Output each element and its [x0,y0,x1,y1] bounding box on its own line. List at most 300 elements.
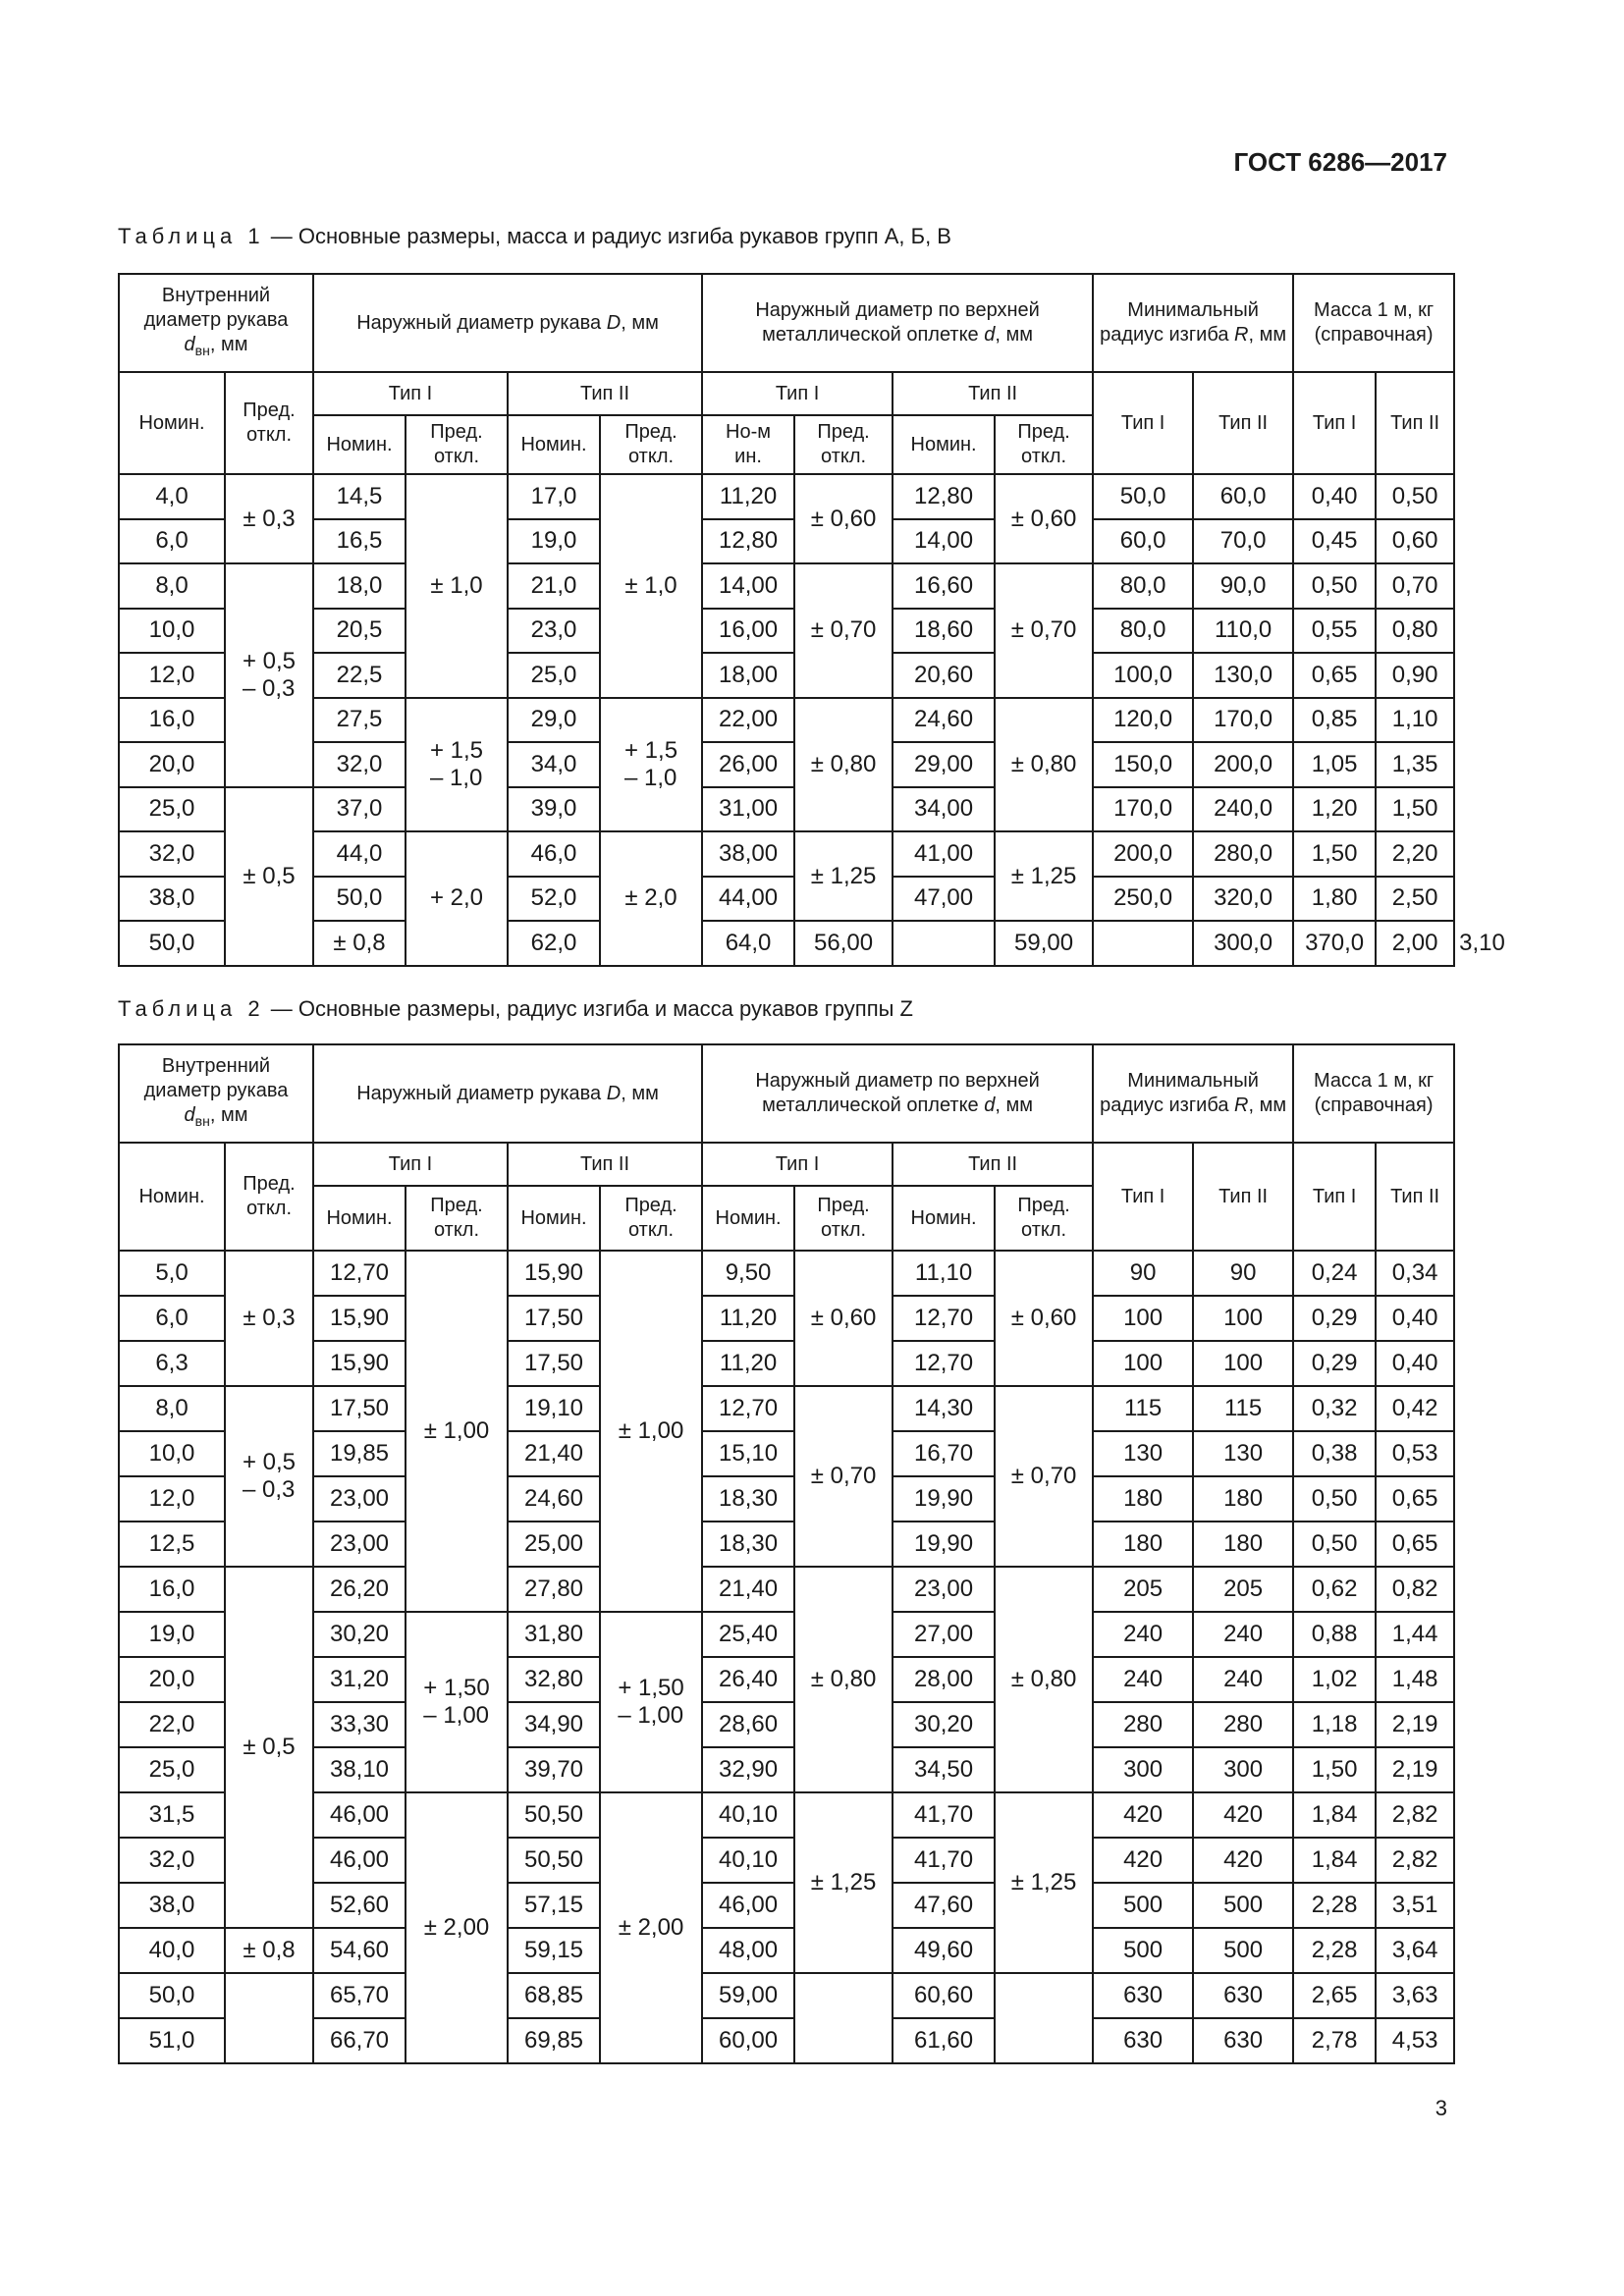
table-cell: 1,10 [1376,698,1454,743]
table-cell: 12,0 [119,1476,225,1522]
braid-diameter-unit: , мм [995,324,1033,346]
mass-type1-header [1293,372,1376,474]
table-cell: 41,00 [893,831,995,877]
table-cell: 100,0 [1093,653,1193,698]
table-cell: 6,0 [119,1296,225,1341]
min-radius-label: Минимальный радиус изгиба [1100,1070,1259,1116]
table-cell: 2,00 [1376,921,1454,966]
table-cell: 46,0 [508,831,600,877]
outer-type1-label: Тип I [388,1152,433,1175]
table-cell: 69,85 [508,2018,600,2063]
table-cell: 0,38 [1293,1431,1376,1476]
tolerance-value: ± 0,60 [1010,505,1077,532]
table-cell: 25,0 [119,787,225,832]
mass-type2-header [1376,1143,1454,1251]
min-radius-unit: , мм [1248,324,1287,346]
table-cell: 0,24 [1293,1251,1376,1296]
outer-diameter-unit: , мм [621,311,659,334]
table-cell: 24,60 [508,1476,600,1522]
outer-type2-header [508,372,702,415]
table-cell: 630 [1193,2018,1293,2063]
table-cell: 62,0 [508,921,600,966]
outer-type1-deviation-header [406,1186,508,1251]
braid-diameter-header [702,274,1093,372]
table-cell: 0,34 [1376,1251,1454,1296]
table-cell: 68,85 [508,1973,600,2018]
tolerance-value: + 1,50 – 1,00 [423,1675,490,1729]
outer-diameter-symbol: D [606,1082,622,1104]
table-cell: 5,0 [119,1251,225,1296]
tolerance-cell [1093,921,1193,966]
tolerance-value: ± 0,60 [810,1305,877,1331]
outer-diameter-label: Наружный диаметр рукава [356,311,607,334]
table-cell: 40,10 [702,1792,794,1838]
table-cell: 420 [1193,1792,1293,1838]
table-cell: 24,60 [893,698,995,743]
table-cell: 19,0 [508,519,600,564]
tolerance-value: + 0,5 – 0,3 [242,1449,297,1503]
table-cell: 25,40 [702,1612,794,1657]
tolerance-cell [406,1612,508,1792]
table-cell: 1,48 [1376,1657,1454,1702]
outer-type2-deviation-label: Пред. откл. [624,421,677,467]
table-cell: 15,10 [702,1431,794,1476]
table-cell: 50,0 [313,877,406,922]
table-cell: 12,80 [702,519,794,564]
table-cell: 500 [1093,1928,1193,1973]
table-cell: 40,10 [702,1838,794,1883]
table2 [118,1043,1455,2064]
min-radius-symbol: R [1234,324,1249,346]
table-cell: 38,10 [313,1747,406,1792]
table-cell: 1,50 [1376,787,1454,832]
table-row [119,1838,1454,1883]
outer-type1-deviation-label: Пред. откл. [430,421,483,467]
table-cell: 12,80 [893,474,995,519]
table-cell: 54,60 [313,1928,406,1973]
tolerance-value: ± 2,00 [618,1914,684,1941]
table-cell: 49,60 [893,1928,995,1973]
table-cell: 31,80 [508,1612,600,1657]
table-cell: 1,18 [1293,1702,1376,1747]
table-cell: 1,84 [1293,1792,1376,1838]
table-cell: 47,60 [893,1883,995,1928]
table-cell: 320,0 [1193,877,1293,922]
table-cell: 46,00 [702,1883,794,1928]
table-row [119,742,1454,787]
table-cell: 41,70 [893,1838,995,1883]
table-cell: 100 [1093,1296,1193,1341]
tolerance-cell [995,1567,1093,1792]
braid-type2-label: Тип II [968,382,1018,404]
table-cell: 90,0 [1193,563,1293,609]
table-cell: 2,65 [1293,1973,1376,2018]
table-row [119,1702,1454,1747]
inner-diameter-label: Внутренний диаметр рукава [143,1054,289,1101]
table-row [119,1612,1454,1657]
tolerance-value: ± 0,8 [333,929,386,956]
table-cell: 20,60 [893,653,995,698]
table-cell: 30,20 [893,1702,995,1747]
table-cell: 6,0 [119,519,225,564]
tolerance-value: ± 0,80 [810,750,877,777]
table-cell: 18,30 [702,1522,794,1567]
tolerance-cell [794,698,893,832]
table-row [119,1747,1454,1792]
tolerance-cell [406,831,508,966]
table-cell: 0,32 [1293,1386,1376,1431]
table-cell: 37,0 [313,787,406,832]
tolerance-cell [225,474,313,563]
table-cell: 240 [1093,1657,1193,1702]
table-cell: 48,00 [702,1928,794,1973]
inner-diameter-symbol: d [184,1103,195,1126]
braid-type1-nominal-label: Но-мин. [726,421,772,467]
braid-type2-deviation-label: Пред. откл. [1017,421,1070,467]
tolerance-value: ± 1,25 [1010,1869,1077,1896]
table-cell: 32,0 [119,1838,225,1883]
table-cell: 20,5 [313,609,406,654]
table-cell: 180 [1093,1522,1193,1567]
braid-type1-nominal-header [702,415,794,474]
table-cell: 0,65 [1293,653,1376,698]
table-cell: 40,0 [119,1928,225,1973]
inner-diameter-symbol: d [184,333,195,355]
table-cell: 38,0 [119,877,225,922]
table-cell: 12,70 [893,1296,995,1341]
table-cell: 4,0 [119,474,225,519]
outer-type2-deviation-label: Пред. откл. [624,1195,677,1241]
table-cell: 21,40 [702,1567,794,1612]
table-cell: 8,0 [119,1386,225,1431]
braid-type2-nominal-label: Номин. [910,1206,977,1229]
table-cell: 18,30 [702,1476,794,1522]
table-cell: 12,70 [313,1251,406,1296]
table-cell: 57,15 [508,1883,600,1928]
table-cell: 0,90 [1376,653,1454,698]
table-cell: 1,02 [1293,1657,1376,1702]
table-cell: 130,0 [1193,653,1293,698]
tolerance-cell [995,563,1093,698]
table-cell: 1,50 [1293,831,1376,877]
table-cell: 280 [1093,1702,1193,1747]
table-cell: 0,62 [1293,1567,1376,1612]
header-nominal [119,372,225,474]
braid-type2-header [893,1143,1093,1186]
table-cell: 27,00 [893,1612,995,1657]
radius-type1-label: Тип I [1120,411,1165,434]
table-cell: 44,00 [702,877,794,922]
table-cell: 240 [1193,1612,1293,1657]
table-cell: 240 [1193,1657,1293,1702]
tolerance-cell [995,698,1093,832]
table-cell: 630 [1093,1973,1193,2018]
table-cell: 32,90 [702,1747,794,1792]
table-cell: 61,60 [893,2018,995,2063]
tolerance-value: ± 0,8 [243,1937,296,1963]
table-row [119,1973,1454,2018]
table-cell: 34,50 [893,1747,995,1792]
table-cell: 23,00 [313,1476,406,1522]
tolerance-value: ± 0,80 [810,1666,877,1692]
mass-label: Масса 1 м, кг (справочная) [1313,299,1435,346]
table-cell: 280 [1193,1702,1293,1747]
table-cell: 16,0 [119,698,225,743]
tolerance-cell [995,831,1093,921]
table-cell: 130 [1193,1431,1293,1476]
table-row [119,1567,1454,1612]
tolerance-cell [225,1386,313,1567]
outer-type1-nominal-label: Номин. [326,1206,393,1229]
tolerance-value: + 0,5 – 0,3 [242,647,297,702]
table-cell: 3,51 [1376,1883,1454,1928]
table-cell: 2,50 [1376,877,1454,922]
tolerance-value: ± 1,00 [423,1417,490,1444]
table-cell: 100 [1193,1296,1293,1341]
outer-type1-label: Тип I [388,382,433,404]
braid-diameter-label: Наружный диаметр по верхней металлической оплетке [755,1070,1040,1116]
table-cell: 240 [1093,1612,1193,1657]
table-cell: 29,0 [508,698,600,743]
table-cell: 11,10 [893,1251,995,1296]
mass-type2-label: Тип II [1390,1185,1440,1207]
table-cell: 16,00 [702,609,794,654]
table-cell: 21,40 [508,1431,600,1476]
table-cell: 0,55 [1293,609,1376,654]
mass-type1-header [1293,1143,1376,1251]
radius-type2-label: Тип II [1218,411,1269,434]
table-cell: 16,0 [119,1567,225,1612]
braid-type2-nominal-header [893,415,995,474]
table-row [119,1386,1454,1431]
outer-type2-nominal-label: Номин. [520,433,587,455]
table-cell: 9,50 [702,1251,794,1296]
table-cell: 170,0 [1193,698,1293,743]
table-cell: 52,60 [313,1883,406,1928]
table-cell: 20,0 [119,742,225,787]
tolerance-cell [794,563,893,698]
table-cell: 2,28 [1293,1928,1376,1973]
table-cell: 14,5 [313,474,406,519]
tolerance-cell [794,474,893,563]
table-cell: 6,3 [119,1341,225,1386]
table-cell: 31,5 [119,1792,225,1838]
mass-type1-label: Тип I [1312,411,1357,434]
table-row [119,2018,1454,2063]
braid-type1-deviation-header [794,415,893,474]
mass-type2-label: Тип II [1390,411,1440,434]
tolerance-value: ± 0,70 [810,1463,877,1489]
outer-type1-nominal-label: Номин. [326,433,393,455]
tolerance-value: ± 0,5 [243,1734,296,1760]
table-cell: 22,00 [702,698,794,743]
tolerance-value: + 1,5 – 1,0 [624,736,678,791]
outer-type2-label: Тип II [580,382,630,404]
table-cell: 12,70 [893,1341,995,1386]
outer-type2-deviation-header [600,415,702,474]
table-row [119,1657,1454,1702]
tolerance-cell [995,474,1093,563]
tolerance-cell [995,1973,1093,2063]
inner-diameter-header [119,274,313,372]
table-cell: 44,0 [313,831,406,877]
table-cell: 0,29 [1293,1341,1376,1386]
table-cell: 12,0 [119,653,225,698]
table-cell: 15,90 [313,1341,406,1386]
table-cell: 1,50 [1293,1747,1376,1792]
tolerance-cell [794,1386,893,1567]
table-cell: 60,60 [893,1973,995,2018]
table-row [119,1431,1454,1476]
tolerance-cell [600,1792,702,2063]
table-cell: 34,90 [508,1702,600,1747]
table-cell: 0,82 [1376,1567,1454,1612]
radius-type2-label: Тип II [1218,1185,1269,1207]
outer-type1-nominal-header [313,1186,406,1251]
table-cell: 420 [1093,1838,1193,1883]
table-cell: 59,00 [995,921,1093,966]
tolerance-value: ± 0,60 [810,505,877,532]
table-cell: 25,00 [508,1522,600,1567]
table-cell: 50,0 [1093,474,1193,519]
table-cell: 2,20 [1376,831,1454,877]
table-cell: 25,0 [119,1747,225,1792]
table-cell: 90 [1093,1251,1193,1296]
table1-caption-label: Таблица 1 [118,224,265,248]
tolerance-value: ± 0,70 [810,616,877,644]
table-cell: 115 [1193,1386,1293,1431]
table-cell: 2,82 [1376,1792,1454,1838]
outer-type2-nominal-header [508,1186,600,1251]
tolerance-value: ± 2,00 [423,1914,490,1941]
table-cell: 420 [1193,1838,1293,1883]
tolerance-cell [794,831,893,921]
table-cell: 17,50 [313,1386,406,1431]
tolerance-cell [225,1251,313,1386]
table-cell: 240,0 [1193,787,1293,832]
mass-label: Масса 1 м, кг (справочная) [1313,1070,1435,1116]
outer-diameter-label: Наружный диаметр рукава [356,1082,607,1104]
braid-type2-nominal-label: Номин. [910,433,977,455]
table-cell: 4,53 [1376,2018,1454,2063]
table-cell: 17,50 [508,1341,600,1386]
table-row [119,787,1454,832]
table-cell: 46,00 [313,1838,406,1883]
table-cell: 16,60 [893,563,995,609]
outer-type2-nominal-header [508,415,600,474]
table-row [119,1792,1454,1838]
table-row [119,1522,1454,1567]
radius-type1-header [1093,1143,1193,1251]
document-code: ГОСТ 6286—2017 [1233,147,1447,177]
table-cell: 500 [1093,1883,1193,1928]
tolerance-cell [406,698,508,832]
table-row [119,1883,1454,1928]
table-cell: 31,20 [313,1657,406,1702]
tolerance-cell [225,1973,313,2063]
table-cell: 200,0 [1093,831,1193,877]
table-cell: 28,60 [702,1702,794,1747]
outer-type2-header [508,1143,702,1186]
outer-type1-deviation-header [406,415,508,474]
min-radius-unit: , мм [1248,1095,1287,1116]
table-cell: 10,0 [119,1431,225,1476]
tolerance-cell [406,1792,508,2063]
header-deviation-label: Пред. откл. [243,400,296,446]
table-cell: 34,0 [508,742,600,787]
table-cell: 15,90 [508,1251,600,1296]
tolerance-cell [794,1973,893,2063]
tolerance-cell [600,831,702,966]
radius-type2-header [1193,372,1293,474]
tolerance-cell [225,1567,313,1928]
outer-type1-nominal-header [313,415,406,474]
table-cell: 16,70 [893,1431,995,1476]
table-cell: 10,0 [119,609,225,654]
tolerance-cell [406,474,508,698]
braid-diameter-symbol: d [984,324,996,346]
table-cell: 0,65 [1376,1522,1454,1567]
outer-type2-label: Тип II [580,1152,630,1175]
tolerance-cell [600,698,702,832]
table-cell: 1,84 [1293,1838,1376,1883]
header-deviation [225,372,313,474]
braid-type1-deviation-label: Пред. откл. [817,1195,870,1241]
table-cell: 250,0 [1093,877,1193,922]
table-cell: 0,40 [1293,474,1376,519]
table-cell: 180 [1193,1476,1293,1522]
table-cell: 100 [1193,1341,1293,1386]
inner-diameter-unit: , мм [209,333,248,355]
braid-type2-label: Тип II [968,1152,1018,1175]
braid-type2-nominal-header [893,1186,995,1251]
outer-type2-deviation-header [600,1186,702,1251]
table-cell: 27,5 [313,698,406,743]
table-cell: 23,0 [508,609,600,654]
table-cell: 180 [1093,1476,1193,1522]
braid-type1-nominal-header [702,1186,794,1251]
braid-diameter-label: Наружный диаметр по верхней металлической оплетке [755,299,1040,346]
tolerance-value: ± 0,80 [1010,750,1077,777]
braid-type1-deviation-header [794,1186,893,1251]
table-cell: 2,19 [1376,1702,1454,1747]
table-cell: 80,0 [1093,563,1193,609]
braid-type2-deviation-header [995,415,1093,474]
table-cell: 66,70 [313,2018,406,2063]
tolerance-value: ± 1,25 [1010,862,1077,889]
table-cell: 17,50 [508,1296,600,1341]
table-cell: 0,80 [1376,609,1454,654]
tolerance-value: ± 0,3 [243,1305,296,1331]
table-cell: 50,0 [119,921,225,966]
tolerance-cell [225,563,313,787]
table-cell: 0,40 [1376,1296,1454,1341]
table-cell: 90 [1193,1251,1293,1296]
min-radius-header [1093,1044,1293,1143]
table-cell: 0,42 [1376,1386,1454,1431]
table-cell: 11,20 [702,1296,794,1341]
tolerance-cell [794,1567,893,1792]
tolerance-value: ± 0,3 [243,505,296,532]
table-cell: 630 [1193,1973,1293,2018]
table-cell: 38,0 [119,1883,225,1928]
table-cell: 0,45 [1293,519,1376,564]
table-cell: 0,50 [1293,563,1376,609]
radius-type2-header [1193,1143,1293,1251]
table-cell: 23,00 [313,1522,406,1567]
table-cell: 34,00 [893,787,995,832]
table-cell: 32,0 [119,831,225,877]
